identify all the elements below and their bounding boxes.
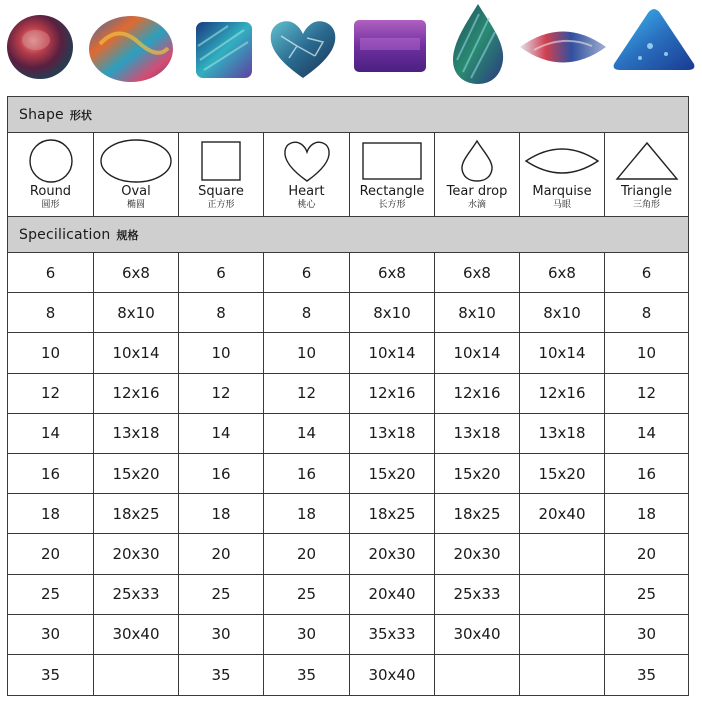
size-cell: 35	[264, 655, 350, 695]
size-cell: 25	[636, 585, 657, 604]
size-cell: 8x10	[94, 293, 179, 332]
size-cell: 15x20	[94, 454, 179, 493]
square-glass-photo	[194, 20, 254, 80]
size-cell: 8	[179, 293, 264, 332]
size-cell: 20	[636, 544, 657, 563]
size-cell: 25	[8, 575, 94, 614]
size-cell: 12	[636, 384, 657, 403]
rectangle-icon	[350, 139, 434, 183]
size-cell: 6x8	[435, 253, 520, 292]
shape-name-cn: 长方形	[378, 200, 406, 210]
shape-name-cn: 三角形	[632, 200, 660, 210]
table-row	[8, 454, 688, 494]
size-cell	[520, 534, 605, 573]
shape-name-cn: 圆形	[41, 200, 60, 210]
size-cell: 20x30	[94, 534, 179, 573]
table-row	[8, 655, 688, 695]
size-cell	[94, 655, 179, 695]
circle-icon	[8, 139, 93, 183]
shape-header-label-cn: 形状	[69, 108, 92, 122]
table-row	[8, 374, 688, 414]
size-cell: 16	[8, 454, 94, 493]
size-cell: 12x16	[435, 374, 520, 413]
shape-name: Tear drop	[446, 184, 508, 199]
size-cell: 12x16	[94, 374, 179, 413]
size-cell	[520, 575, 605, 614]
rectangle-glass-photo	[352, 18, 428, 74]
marquise-glass-photo	[518, 24, 608, 70]
product-photo-strip	[0, 0, 702, 92]
table-row	[8, 534, 688, 574]
shape-name: Heart	[288, 184, 325, 199]
spec-header-band	[8, 217, 688, 253]
table-row	[8, 253, 688, 293]
shape-name: Marquise	[532, 184, 592, 199]
shape-cell-rectangle	[350, 133, 435, 216]
size-cell: 8x10	[520, 293, 605, 332]
size-cell: 18x25	[94, 494, 179, 533]
size-cell: 30	[8, 615, 94, 654]
table-row	[8, 293, 688, 333]
size-cell: 12x16	[350, 374, 435, 413]
size-cell	[435, 655, 520, 695]
size-cell: 10x14	[435, 333, 520, 372]
size-cell: 18x25	[435, 494, 520, 533]
shape-name-cn: 桃心	[297, 200, 316, 210]
size-cell	[520, 655, 605, 695]
size-cell: 10x14	[350, 333, 435, 372]
size-cell: 18	[8, 494, 94, 533]
size-cell: 18	[264, 494, 350, 533]
size-cell	[520, 615, 605, 654]
size-cell: 6x8	[94, 253, 179, 292]
size-cell: 10	[8, 333, 94, 372]
size-cell: 14	[8, 414, 94, 453]
size-cell: 6	[8, 253, 94, 292]
shape-name: Round	[29, 184, 72, 199]
teardrop-icon	[435, 139, 519, 183]
table-row	[8, 575, 688, 615]
size-cell: 16	[264, 454, 350, 493]
size-cell: 6x8	[520, 253, 605, 292]
table-row	[8, 414, 688, 454]
shape-cell-oval	[94, 133, 179, 216]
size-cell: 14	[636, 424, 657, 443]
size-cell: 20x40	[520, 494, 605, 533]
shape-header-band	[8, 97, 688, 133]
size-cell: 18	[179, 494, 264, 533]
shape-name-cn: 马眼	[552, 200, 571, 210]
shape-cell-tear-drop	[435, 133, 520, 216]
marquise-icon	[520, 139, 604, 183]
size-cell: 6	[264, 253, 350, 292]
teardrop-glass-photo	[449, 2, 507, 86]
size-cell: 35x33	[350, 615, 435, 654]
spec-rows	[8, 253, 688, 695]
shape-cell-round	[8, 133, 94, 216]
shape-name: Oval	[121, 184, 151, 199]
size-cell: 18	[636, 504, 657, 523]
size-cell: 35	[8, 655, 94, 695]
size-cell: 35	[179, 655, 264, 695]
shape-cell-heart	[264, 133, 350, 216]
size-cell: 20	[264, 534, 350, 573]
size-cell: 14	[264, 414, 350, 453]
size-cell: 12	[179, 374, 264, 413]
size-cell: 15x20	[520, 454, 605, 493]
size-cell: 10x14	[94, 333, 179, 372]
table-row	[8, 615, 688, 655]
size-cell: 30	[264, 615, 350, 654]
size-cell: 6x8	[350, 253, 435, 292]
square-icon	[179, 139, 263, 183]
shape-cell-triangle	[605, 133, 688, 216]
size-cell: 18x25	[350, 494, 435, 533]
size-cell: 15x20	[435, 454, 520, 493]
size-cell: 6	[179, 253, 264, 292]
size-cell: 12	[8, 374, 94, 413]
size-cell: 16	[179, 454, 264, 493]
size-cell: 8	[8, 293, 94, 332]
shape-name-cn: 水滴	[467, 200, 486, 210]
triangle-glass-photo	[610, 6, 698, 74]
size-cell: 20x30	[435, 534, 520, 573]
shape-name: Rectangle	[359, 184, 425, 199]
size-cell: 25x33	[94, 575, 179, 614]
size-cell: 20	[8, 534, 94, 573]
size-cell: 10	[264, 333, 350, 372]
shape-name-cn: 正方形	[207, 200, 235, 210]
size-cell: 25	[264, 575, 350, 614]
shape-cell-marquise	[520, 133, 605, 216]
table-row	[8, 494, 688, 534]
size-cell: 35	[636, 665, 657, 684]
heart-icon	[264, 139, 349, 183]
size-cell: 30x40	[350, 655, 435, 695]
triangle-icon	[605, 139, 688, 183]
spec-header-label-cn: 规格	[116, 228, 139, 242]
size-cell: 8	[641, 303, 652, 322]
size-cell: 25	[179, 575, 264, 614]
size-cell: 15x20	[350, 454, 435, 493]
size-cell: 12x16	[520, 374, 605, 413]
heart-glass-photo	[267, 16, 339, 82]
shape-name: Triangle	[620, 184, 673, 199]
size-cell: 14	[179, 414, 264, 453]
size-cell: 13x18	[520, 414, 605, 453]
spec-table	[7, 96, 689, 696]
shape-cell-square	[179, 133, 264, 216]
size-cell: 12	[264, 374, 350, 413]
size-cell: 13x18	[435, 414, 520, 453]
size-cell: 10x14	[520, 333, 605, 372]
table-row	[8, 333, 688, 373]
size-cell: 8x10	[350, 293, 435, 332]
size-cell: 16	[636, 464, 657, 483]
size-cell: 13x18	[350, 414, 435, 453]
size-cell: 30	[636, 625, 657, 644]
size-cell: 8x10	[435, 293, 520, 332]
size-cell: 10	[636, 343, 657, 362]
size-cell: 30x40	[94, 615, 179, 654]
size-cell: 20x40	[350, 575, 435, 614]
shape-name: Square	[198, 184, 244, 199]
size-cell: 8	[264, 293, 350, 332]
shape-row	[8, 133, 688, 217]
oval-glass-photo	[88, 14, 174, 84]
size-cell: 30	[179, 615, 264, 654]
size-cell: 20x30	[350, 534, 435, 573]
round-glass-photo	[6, 14, 74, 80]
size-cell: 13x18	[94, 414, 179, 453]
shape-name-cn: 椭圆	[126, 200, 145, 210]
size-cell: 6	[641, 263, 652, 282]
oval-icon	[94, 139, 178, 183]
size-cell: 10	[179, 333, 264, 372]
spec-header-label: Specilication	[19, 226, 111, 243]
shape-header-label: Shape	[19, 106, 64, 123]
size-cell: 20	[179, 534, 264, 573]
size-cell: 25x33	[435, 575, 520, 614]
size-cell: 30x40	[435, 615, 520, 654]
